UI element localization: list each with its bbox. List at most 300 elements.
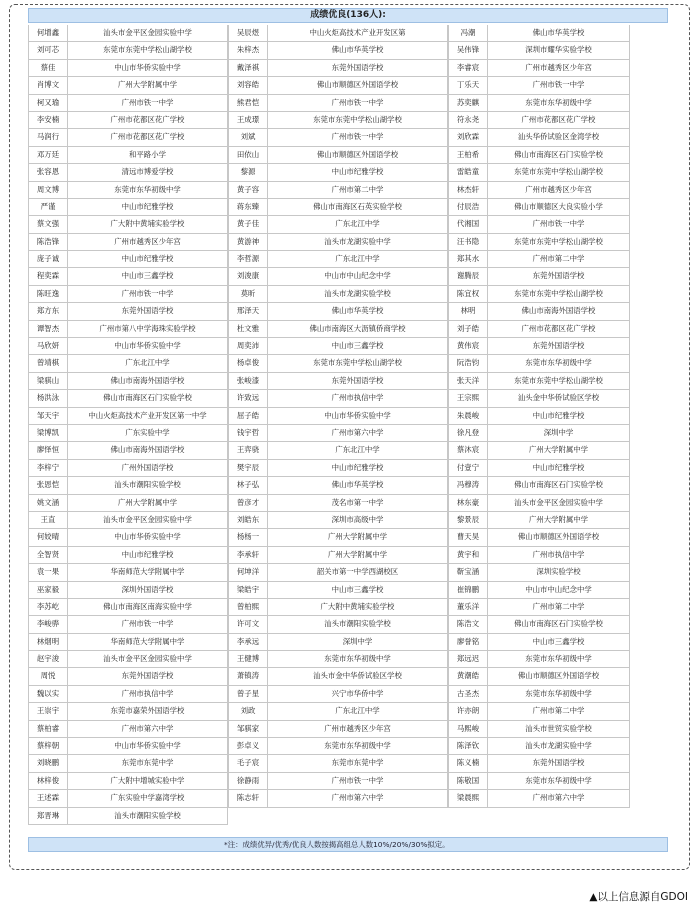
school-name: 中山火炬高技术产业开发区第 [268, 25, 448, 41]
school-name: 中山市纪雅学校 [68, 251, 228, 267]
table-row [228, 686, 448, 703]
student-name: 刘可芯 [28, 42, 68, 58]
table-row [448, 703, 630, 720]
school-name: 广州市第六中学 [268, 425, 448, 441]
school-name: 佛山市南海区石英实验学校 [268, 199, 448, 215]
table-row [228, 773, 448, 790]
school-name: 深圳市高级中学 [268, 512, 448, 528]
school-name: 广大附中黄埔实验学校 [268, 599, 448, 615]
school-name: 广东实验中学 [68, 425, 228, 441]
school-name: 汕头市潮阳实验学校 [68, 808, 228, 824]
student-name: 刘皓东 [228, 512, 268, 528]
student-name: 王柏希 [448, 147, 488, 163]
table-row [448, 303, 630, 320]
school-name: 广州市花都区花广学校 [68, 129, 228, 145]
table-row [448, 495, 630, 512]
school-name: 广州市第二中学 [488, 703, 630, 719]
table-row [28, 268, 228, 285]
table-row [448, 651, 630, 668]
school-name: 中山市华侨实验中学 [68, 738, 228, 754]
table-row [228, 668, 448, 685]
school-name: 汕头金中华侨试验区学校 [488, 390, 630, 406]
student-name: 庞子诚 [28, 251, 68, 267]
table-row [28, 564, 228, 581]
student-name: 许致远 [228, 390, 268, 406]
table-row [228, 529, 448, 546]
student-name: 王宗熙 [448, 390, 488, 406]
school-name: 东莞外国语学校 [488, 338, 630, 354]
table-row [228, 112, 448, 129]
table-row [28, 668, 228, 685]
table-row [448, 773, 630, 790]
school-name: 佛山市华英学校 [488, 25, 630, 41]
student-name: 郑晋琳 [28, 808, 68, 824]
student-name: 林梓俊 [28, 773, 68, 789]
student-name: 巫家毅 [28, 582, 68, 598]
school-name: 东莞市东华初级中学 [268, 738, 448, 754]
table-row [28, 303, 228, 320]
table-row [448, 686, 630, 703]
table-row [448, 164, 630, 181]
student-name: 蔡梓朝 [28, 738, 68, 754]
school-name: 汕头市金平区金园实验中学 [68, 512, 228, 528]
student-name: 周悦 [28, 668, 68, 684]
student-name: 魏以实 [28, 686, 68, 702]
table-row [28, 390, 228, 407]
table-row [448, 286, 630, 303]
table-row [28, 634, 228, 651]
student-name: 黄子容 [228, 182, 268, 198]
school-name: 广州市第六中学 [488, 790, 630, 806]
student-name: 全智贤 [28, 547, 68, 563]
school-name: 和平路小学 [68, 147, 228, 163]
student-name: 马熙峻 [448, 721, 488, 737]
school-name: 佛山市顺德区外国语学校 [488, 529, 630, 545]
school-name: 东莞市东莞中学 [68, 755, 228, 771]
student-name: 黄宇和 [448, 547, 488, 563]
school-name: 广州市铁一中学 [268, 95, 448, 111]
student-name: 付壹宁 [448, 460, 488, 476]
table-row [448, 355, 630, 372]
school-name: 东莞市东华初级中学 [488, 651, 630, 667]
student-name: 周文博 [28, 182, 68, 198]
table-row [28, 755, 228, 772]
table-row [28, 373, 228, 390]
source-credit: ▲以上信息源自GDOI [589, 891, 688, 903]
school-name: 广州市铁一中学 [488, 216, 630, 232]
table-row [448, 216, 630, 233]
table-row [228, 129, 448, 146]
school-name: 广东北江中学 [268, 442, 448, 458]
table-row [228, 25, 448, 42]
student-name: 樊宇辰 [228, 460, 268, 476]
school-name: 深圳中学 [268, 634, 448, 650]
student-name: 徐凡登 [448, 425, 488, 441]
table-row [28, 477, 228, 494]
student-name: 靳宝涵 [448, 564, 488, 580]
table-row [228, 216, 448, 233]
student-name: 张峻漆 [228, 373, 268, 389]
school-name: 汕头市金平区金园实验中学 [68, 651, 228, 667]
school-name: 东莞外国语学校 [268, 373, 448, 389]
school-name: 佛山市南海外国语学校 [68, 442, 228, 458]
table-row [228, 582, 448, 599]
school-name: 东莞市东华初级中学 [68, 182, 228, 198]
table-row [228, 268, 448, 285]
school-name: 广州大学附属中学 [68, 495, 228, 511]
student-name: 汪书隐 [448, 234, 488, 250]
school-name: 中山市华侨实验中学 [68, 338, 228, 354]
school-name: 广东北江中学 [268, 216, 448, 232]
table-row [228, 77, 448, 94]
honor-list-sheet [28, 8, 668, 825]
school-name: 广州大学附属中学 [268, 547, 448, 563]
student-name: 许亦朗 [448, 703, 488, 719]
student-name: 谭智杰 [28, 321, 68, 337]
student-name: 李安楠 [28, 112, 68, 128]
school-name: 东莞市东华初级中学 [268, 651, 448, 667]
school-name: 佛山市南海区石门实验学校 [488, 477, 630, 493]
school-name: 佛山市华英学校 [268, 303, 448, 319]
table-row [448, 755, 630, 772]
school-name: 广州市铁一中学 [268, 773, 448, 789]
school-name: 佛山市南海区石门实验学校 [68, 390, 228, 406]
table-row [28, 355, 228, 372]
student-name: 王健博 [228, 651, 268, 667]
student-name: 刘容皓 [228, 77, 268, 93]
student-name: 柯又瑜 [28, 95, 68, 111]
school-name: 广东北江中学 [268, 251, 448, 267]
student-name: 黄伟宸 [448, 338, 488, 354]
student-name: 何姣晴 [28, 529, 68, 545]
school-name: 中山市中山纪念中学 [268, 268, 448, 284]
school-name: 佛山市南海区南海实验中学 [68, 599, 228, 615]
student-name: 刘子皓 [448, 321, 488, 337]
table-row [448, 129, 630, 146]
table-row [28, 442, 228, 459]
student-name: 袁一果 [28, 564, 68, 580]
student-name: 莫昕 [228, 286, 268, 302]
school-name: 清远市博爱学校 [68, 164, 228, 180]
student-name: 陈宜权 [448, 286, 488, 302]
student-name: 谢腾辰 [448, 268, 488, 284]
student-name: 刘欣霖 [448, 129, 488, 145]
student-name: 陈浩锋 [28, 234, 68, 250]
student-name: 邢泽天 [228, 303, 268, 319]
school-name: 兴宁市华侨中学 [268, 686, 448, 702]
school-name: 汕头市龙湖实验中学 [268, 234, 448, 250]
student-name: 蔡佳 [28, 60, 68, 76]
student-name: 彭卓义 [228, 738, 268, 754]
student-name: 蔡沐宸 [448, 442, 488, 458]
school-name: 华南师范大学附属中学 [68, 564, 228, 580]
table-row [448, 738, 630, 755]
school-name: 东莞市东华初级中学 [488, 355, 630, 371]
school-name: 中山市三鑫学校 [268, 338, 448, 354]
table-row [28, 529, 228, 546]
school-name: 广州市执信中学 [488, 547, 630, 563]
table-row [448, 112, 630, 129]
school-name: 广州市第六中学 [268, 790, 448, 806]
table-row [448, 408, 630, 425]
school-name: 广州市第二中学 [488, 251, 630, 267]
table-row [448, 42, 630, 59]
table-row [448, 147, 630, 164]
student-name: 冯潮 [448, 25, 488, 41]
table-row [448, 460, 630, 477]
school-name: 广州市铁一中学 [68, 95, 228, 111]
student-name: 林杰轩 [448, 182, 488, 198]
school-name: 广州市第二中学 [268, 182, 448, 198]
school-name: 东莞市东莞中学松山湖学校 [488, 286, 630, 302]
school-name: 深圳实验学校 [488, 564, 630, 580]
table-row [28, 790, 228, 807]
school-name: 茂名市第一中学 [268, 495, 448, 511]
school-name: 华南师范大学附属中学 [68, 634, 228, 650]
school-name: 东莞市东莞中学 [268, 755, 448, 771]
table-row [448, 668, 630, 685]
school-name: 广州大学附属中学 [268, 529, 448, 545]
table-row [28, 42, 228, 59]
table-row [448, 95, 630, 112]
student-name: 苏奕麒 [448, 95, 488, 111]
student-name: 黄潮皓 [448, 668, 488, 684]
student-name: 张恩恺 [28, 477, 68, 493]
school-name: 佛山市顺德区外国语学校 [268, 147, 448, 163]
table-row [28, 425, 228, 442]
school-name: 汕头市金中华侨试验区学校 [268, 668, 448, 684]
school-name: 东莞市东华初级中学 [488, 773, 630, 789]
student-name: 梁博凯 [28, 425, 68, 441]
student-name: 郑远迟 [448, 651, 488, 667]
school-name: 广州市第二中学 [488, 599, 630, 615]
school-name: 中山市纪雅学校 [488, 408, 630, 424]
student-name: 钱宇哲 [228, 425, 268, 441]
table-row [448, 251, 630, 268]
school-name: 东莞市东莞中学松山湖学校 [488, 373, 630, 389]
student-name: 冯穆涛 [448, 477, 488, 493]
school-name: 东莞外国语学校 [268, 60, 448, 76]
school-name: 佛山市南海区石门实验学校 [488, 147, 630, 163]
table-row [28, 25, 228, 42]
school-name: 佛山市顺德区大良实验小学 [488, 199, 630, 215]
student-name: 周奕沛 [228, 338, 268, 354]
student-name: 刘政 [228, 703, 268, 719]
table-row [448, 442, 630, 459]
list-title: 成绩优良(136人): [28, 8, 668, 23]
student-name: 田依山 [228, 147, 268, 163]
student-name: 姚文涵 [28, 495, 68, 511]
student-name: 郑方东 [28, 303, 68, 319]
student-name: 雷皓童 [448, 164, 488, 180]
school-name: 广州大学附属中学 [68, 77, 228, 93]
student-name: 曹天昊 [448, 529, 488, 545]
school-name: 中山市纪雅学校 [68, 547, 228, 563]
student-name: 邓万廷 [28, 147, 68, 163]
table-row [448, 721, 630, 738]
school-name: 汕头市龙湖实验中学 [488, 738, 630, 754]
name-columns [28, 25, 668, 825]
student-name: 梁晨熙 [448, 790, 488, 806]
table-row [228, 355, 448, 372]
student-name: 黄子佳 [228, 216, 268, 232]
table-row [28, 60, 228, 77]
table-row [228, 338, 448, 355]
student-name: 蔡柏睿 [28, 721, 68, 737]
student-name: 王弈骁 [228, 442, 268, 458]
table-row [228, 616, 448, 633]
table-row [28, 286, 228, 303]
student-name: 严谨 [28, 199, 68, 215]
school-name: 广州市花都区花广学校 [488, 321, 630, 337]
student-name: 肖博文 [28, 77, 68, 93]
table-row [28, 547, 228, 564]
student-name: 熊君恺 [228, 95, 268, 111]
table-row [228, 512, 448, 529]
student-name: 戴泽祺 [228, 60, 268, 76]
table-row [228, 408, 448, 425]
table-row [28, 738, 228, 755]
table-row [228, 251, 448, 268]
school-name: 广大附中黄埔实验学校 [68, 216, 228, 232]
school-name: 广东北江中学 [68, 355, 228, 371]
student-name: 陈旺逸 [28, 286, 68, 302]
student-name: 阮浩钧 [448, 355, 488, 371]
table-row [228, 234, 448, 251]
student-name: 邹骐家 [228, 721, 268, 737]
school-name: 东莞市东华初级中学 [488, 686, 630, 702]
student-name: 马润行 [28, 129, 68, 145]
table-row [448, 199, 630, 216]
school-name: 东莞市东莞中学松山湖学校 [68, 42, 228, 58]
table-row [228, 755, 448, 772]
school-name: 广州市铁一中学 [268, 129, 448, 145]
school-name: 汕头市潮阳实验学校 [68, 477, 228, 493]
school-name: 中山市纪雅学校 [268, 164, 448, 180]
table-row [448, 616, 630, 633]
student-name: 吴辰煜 [228, 25, 268, 41]
school-name: 深圳外国语学校 [68, 582, 228, 598]
table-row [448, 77, 630, 94]
school-name: 佛山市南海区石门实验学校 [488, 616, 630, 632]
table-row [228, 164, 448, 181]
table-row [448, 790, 630, 807]
student-name: 刘晓鹏 [28, 755, 68, 771]
table-row [228, 721, 448, 738]
student-name: 李峻骅 [28, 616, 68, 632]
column-1 [28, 25, 228, 825]
student-name: 曾柏熙 [228, 599, 268, 615]
student-name: 杨洪泳 [28, 390, 68, 406]
school-name: 深圳市耀华实验学校 [488, 42, 630, 58]
table-row [28, 651, 228, 668]
student-name: 王述霖 [28, 790, 68, 806]
student-name: 李梓宁 [28, 460, 68, 476]
school-name: 东莞外国语学校 [488, 755, 630, 771]
table-row [28, 216, 228, 233]
school-name: 佛山市顺德区外国语学校 [488, 668, 630, 684]
school-name: 东莞市嘉荣外国语学校 [68, 703, 228, 719]
table-row [228, 42, 448, 59]
school-name: 汕头华侨试验区金湾学校 [488, 129, 630, 145]
student-name: 许可文 [228, 616, 268, 632]
school-name: 广州市铁一中学 [68, 616, 228, 632]
table-row [28, 773, 228, 790]
student-name: 曾子星 [228, 686, 268, 702]
student-name: 董乐洋 [448, 599, 488, 615]
table-row [28, 112, 228, 129]
school-name: 中山市中山纪念中学 [488, 582, 630, 598]
student-name: 程奕霖 [28, 268, 68, 284]
student-name: 萧镇涛 [228, 668, 268, 684]
table-row [448, 390, 630, 407]
table-row [228, 790, 448, 807]
school-name: 广州市执信中学 [68, 686, 228, 702]
table-row [28, 199, 228, 216]
school-name: 广州市执信中学 [268, 390, 448, 406]
table-row [448, 529, 630, 546]
table-row [28, 77, 228, 94]
table-row [28, 95, 228, 112]
student-name: 刘浚康 [228, 268, 268, 284]
student-name: 崔锦鹏 [448, 582, 488, 598]
table-row [448, 25, 630, 42]
school-name: 广州市越秀区少年宫 [488, 182, 630, 198]
school-name: 汕头市龙湖实验学校 [268, 286, 448, 302]
school-name: 中山市纪雅学校 [488, 460, 630, 476]
table-row [448, 564, 630, 581]
table-row [228, 390, 448, 407]
student-name: 黎景辰 [448, 512, 488, 528]
table-row [228, 321, 448, 338]
table-row [228, 495, 448, 512]
student-name: 李睿宸 [448, 60, 488, 76]
school-name: 广州市第六中学 [68, 721, 228, 737]
table-row [228, 547, 448, 564]
school-name: 广大附中增城实验中学 [68, 773, 228, 789]
student-name: 何坤洋 [228, 564, 268, 580]
table-row [28, 182, 228, 199]
table-row [228, 303, 448, 320]
student-name: 刘斌 [228, 129, 268, 145]
school-name: 汕头市潮阳实验学校 [268, 616, 448, 632]
school-name: 广州市第八中学海珠实验学校 [68, 321, 228, 337]
student-name: 陈义楠 [448, 755, 488, 771]
table-row [448, 477, 630, 494]
table-row [228, 564, 448, 581]
student-name: 朱晨峻 [448, 408, 488, 424]
school-name: 广州市越秀区少年宫 [68, 234, 228, 250]
student-name: 林烟明 [28, 634, 68, 650]
student-name: 符永尧 [448, 112, 488, 128]
table-row [448, 60, 630, 77]
student-name: 王崇宇 [28, 703, 68, 719]
table-row [228, 442, 448, 459]
table-row [448, 373, 630, 390]
student-name: 马欣妍 [28, 338, 68, 354]
school-name: 佛山市华英学校 [268, 42, 448, 58]
table-row [28, 808, 228, 825]
school-name: 中山市华侨实验中学 [68, 529, 228, 545]
school-name: 东莞市东华初级中学 [488, 95, 630, 111]
table-row [28, 495, 228, 512]
school-name: 中山市华侨实验中学 [68, 60, 228, 76]
school-name: 广州外国语学校 [68, 460, 228, 476]
table-row [448, 512, 630, 529]
column-3 [448, 25, 630, 825]
school-name: 中山市华侨实验中学 [268, 408, 448, 424]
student-name: 陈志轩 [228, 790, 268, 806]
